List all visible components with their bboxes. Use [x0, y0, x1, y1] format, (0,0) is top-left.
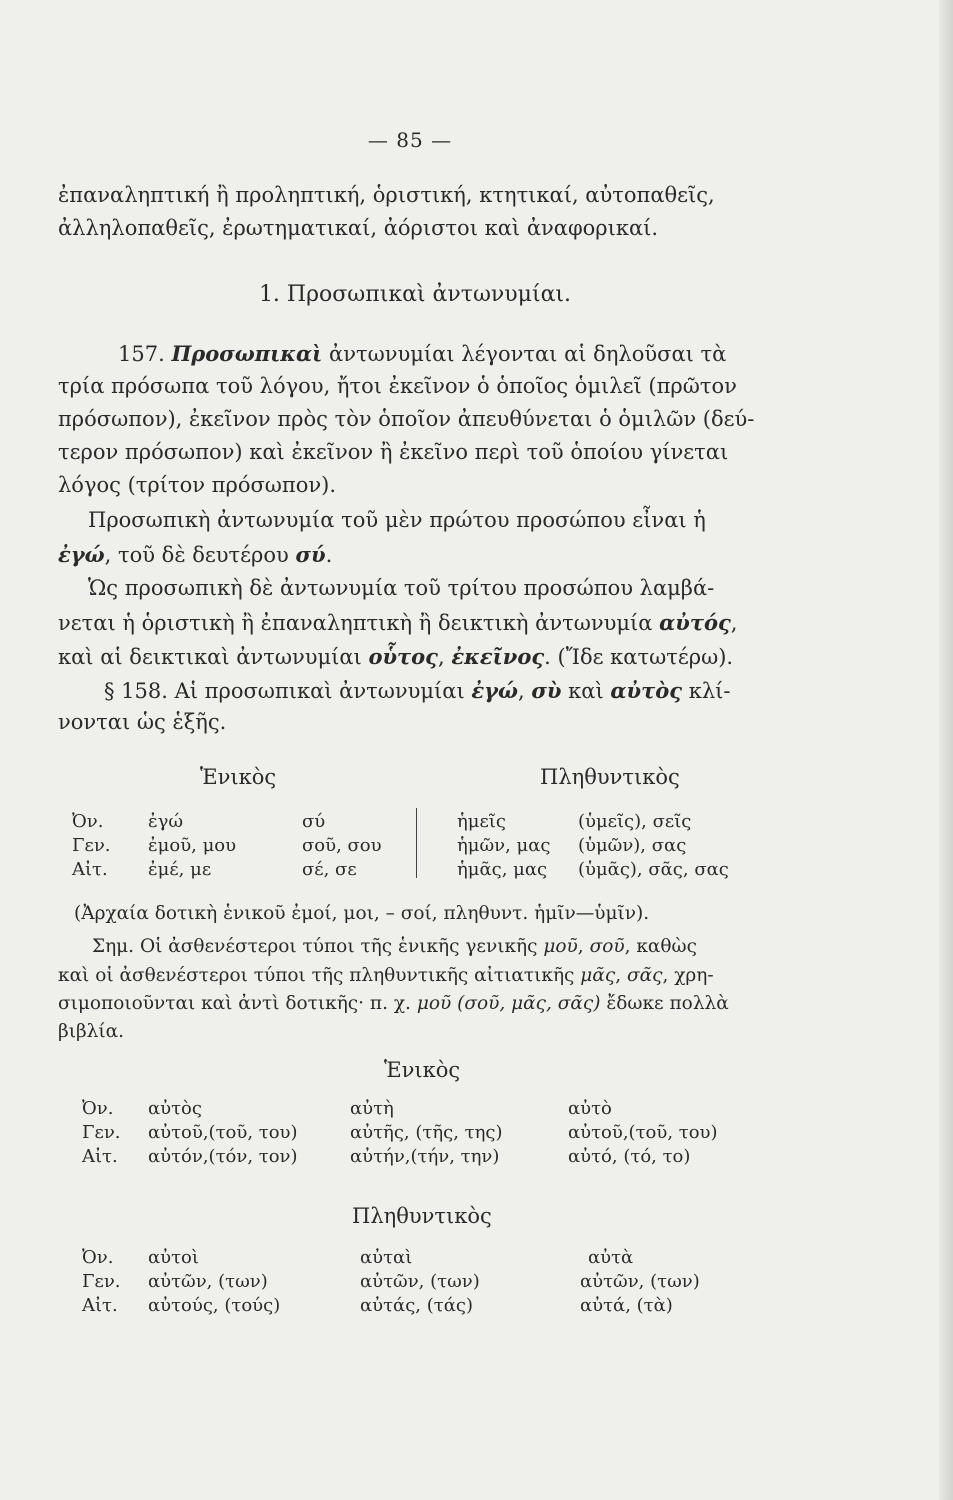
word-autos: αὐτός: [659, 610, 731, 635]
decl1-cell: ἡμῶν, μας: [457, 835, 551, 856]
word-sy: σύ: [295, 542, 326, 567]
para-157-line-4: τερον πρόσωπον) καὶ ἐκεῖνον ἢ ἐκεῖνο περὶ τοῦ ὁποίου γίνεται: [58, 440, 729, 464]
decl1-cell: σοῦ, σου: [302, 835, 382, 856]
text: . (Ἴδε κατωτέρω).: [544, 645, 734, 669]
para-157-line-1: [118, 343, 726, 365]
decl2-cell: αὐτῶν, (των): [360, 1271, 480, 1292]
text: ,: [518, 679, 525, 703]
page-number: — 85 —: [367, 128, 453, 152]
decl2-case: Αἰτ.: [82, 1146, 118, 1167]
word-ekeinos: ἐκεῖνος: [451, 644, 545, 669]
word-mou: μοῦ: [543, 936, 578, 957]
text: ἔδωκε πολλὰ: [606, 993, 729, 1014]
decl2-cell: αὐτὸς: [148, 1098, 202, 1119]
decl2-case: Γεν.: [82, 1271, 121, 1292]
word-autos: αὐτὸς: [610, 678, 683, 703]
term-prosopikai: Προσωπικαὶ: [171, 341, 323, 366]
decl2-cell: αὐτὴ: [350, 1098, 394, 1119]
note-label: Σημ.: [92, 936, 135, 957]
decl2-cell: αὐτό, (τό, το): [568, 1146, 691, 1167]
word-ego: ἐγώ: [471, 678, 519, 703]
decl2-cell: αὐτούς, (τούς): [148, 1295, 281, 1316]
note-line-3: [58, 995, 729, 1014]
text: ,: [437, 645, 445, 669]
intro-line-1: ἐπαναληπτική ἢ προληπτική, ὁριστική, κτητικαί, αὐτοπαθεῖς,: [58, 183, 715, 207]
decl2-cell: αὐτήν,(τήν, την): [350, 1146, 500, 1167]
page-edge-shadow: [939, 0, 953, 1500]
example: μοῦ (σοῦ, μᾶς, σᾶς): [416, 993, 601, 1014]
decl1-cell: (ὑμεῖς), σεῖς: [578, 811, 692, 832]
text: , χρη-: [662, 965, 714, 986]
decl2-cell: αὐταὶ: [360, 1247, 413, 1268]
decl1-plural-header: Πληθυντικὸς: [540, 765, 680, 789]
decl2-cell: αὐτοὶ: [148, 1247, 199, 1268]
para-157-line-5: λόγος (τρίτον πρόσωπον).: [58, 473, 337, 497]
decl2-cell: αὐτοῦ,(τοῦ, του): [568, 1122, 718, 1143]
decl2-cell: αὐτά, (τὰ): [580, 1295, 673, 1316]
text: νεται ἡ ὁριστικὴ ἢ ἐπαναληπτικὴ ἢ δεικτικὴ ἀντωνυμία: [58, 611, 653, 635]
decl2-case: Ὀν.: [82, 1098, 114, 1119]
decl2-singular-header: Ἑνικὸς: [384, 1058, 461, 1082]
text: Οἱ ἀσθενέστεροι τύποι τῆς ἑνικῆς γενικῆς: [139, 936, 538, 957]
decl1-cell: ἐγώ: [148, 811, 184, 832]
first-person-line-1: Προσωπικὴ ἀντωνυμία τοῦ μὲν πρώτου προσώπου εἶναι ἡ: [88, 508, 706, 532]
decl1-divider: [416, 808, 417, 878]
decl1-cell: ἐμέ, με: [148, 859, 212, 880]
decl1-case: Αἰτ.: [72, 859, 108, 880]
note-line-4: βιβλία.: [58, 1021, 124, 1042]
decl2-case: Γεν.: [82, 1122, 121, 1143]
text: .: [325, 543, 333, 567]
para-157-line-3: πρόσωπον), ἐκεῖνον πρὸς τὸν ὁποῖον ἀπευθύνεται ὁ ὁμιλῶν (δεύ-: [58, 407, 755, 431]
text: ,: [615, 965, 622, 986]
decl1-cell: (ὑμῶν), σας: [578, 835, 687, 856]
decl2-cell: αὐτῆς, (τῆς, της): [350, 1122, 503, 1143]
word-outos: οὗτος: [368, 644, 438, 669]
decl1-cell: σύ: [302, 811, 326, 832]
text: καὶ αἱ δεικτικαὶ ἀντωνυμίαι: [58, 645, 362, 669]
word-sy: σὺ: [531, 678, 562, 703]
para-number: 157.: [118, 342, 165, 366]
decl2-cell: αὐτῶν, (των): [580, 1271, 700, 1292]
text: ,: [730, 611, 738, 635]
dative-note: (Ἀρχαία δοτικὴ ἑνικοῦ ἐμοί, μοι, – σοί, πληθυντ. ἡμῖν—ὑμῖν).: [74, 903, 650, 924]
text: , τοῦ δὲ δευτέρου: [104, 543, 289, 567]
decl2-cell: αὐτοῦ,(τοῦ, του): [148, 1122, 298, 1143]
word-mas: μᾶς: [580, 965, 616, 986]
decl2-plural-header: Πληθυντικὸς: [352, 1204, 492, 1228]
word-ego: ἐγώ: [58, 542, 105, 567]
decl2-cell: αὐτῶν, (των): [148, 1271, 268, 1292]
third-person-line-3: [58, 646, 733, 668]
decl1-cell: ἡμᾶς, μας: [457, 859, 548, 880]
text: καὶ οἱ ἀσθενέστεροι τύποι τῆς πληθυντικῆς αἰτιατικῆς: [58, 965, 575, 986]
third-person-line-2: [58, 612, 737, 634]
text: σιμοποιοῦνται καὶ ἀντὶ δοτικῆς· π. χ.: [58, 993, 411, 1014]
decl1-singular-header: Ἑνικὸς: [200, 765, 277, 789]
decl2-case: Ὀν.: [82, 1247, 114, 1268]
decl2-cell: αὐτάς, (τάς): [360, 1295, 473, 1316]
section-title: 1. Προσωπικαὶ ἀντωνυμίαι.: [258, 282, 572, 307]
decl2-cell: αὐτὰ: [588, 1247, 634, 1268]
decl1-case: Ὀν.: [72, 811, 104, 832]
para-text: ἀντωνυμίαι λέγονται αἱ δηλοῦσαι τὰ: [329, 342, 727, 366]
text: , καθὼς: [624, 936, 697, 957]
para-158-line-1: [104, 680, 730, 702]
text: κλί-: [688, 679, 731, 703]
decl1-cell: σέ, σε: [302, 859, 357, 880]
text: ,: [577, 936, 584, 957]
first-person-line-2: [58, 544, 332, 566]
decl1-cell: (ὑμᾶς), σᾶς, σας: [578, 859, 729, 880]
text: § 158. Αἱ προσωπικαὶ ἀντωνυμίαι: [104, 679, 465, 703]
third-person-line-1: Ὡς προσωπικὴ δὲ ἀντωνυμία τοῦ τρίτου προσώπου λαμβά-: [88, 576, 715, 600]
word-sas: σᾶς: [626, 965, 663, 986]
para-158-line-2: νονται ὡς ἑξῆς.: [58, 710, 227, 734]
note-line-1: [92, 938, 697, 957]
word-sou: σοῦ: [589, 936, 625, 957]
note-line-2: [58, 967, 714, 986]
decl2-case: Αἰτ.: [82, 1295, 118, 1316]
intro-line-2: ἀλληλοπαθεῖς, ἐρωτηματικαί, ἀόριστοι καὶ ἀναφορικαί.: [58, 216, 659, 240]
decl2-cell: αὐτὸ: [568, 1098, 612, 1119]
decl2-cell: αὐτόν,(τόν, τον): [148, 1146, 298, 1167]
text: καὶ: [568, 679, 604, 703]
decl1-cell: ἡμεῖς: [457, 811, 506, 832]
para-157-line-2: τρία πρόσωπα τοῦ λόγου, ἤτοι ἐκεῖνον ὁ ὁποῖος ὁμιλεῖ (πρῶτον: [58, 374, 737, 398]
decl1-cell: ἐμοῦ, μου: [148, 835, 237, 856]
decl1-case: Γεν.: [72, 835, 111, 856]
